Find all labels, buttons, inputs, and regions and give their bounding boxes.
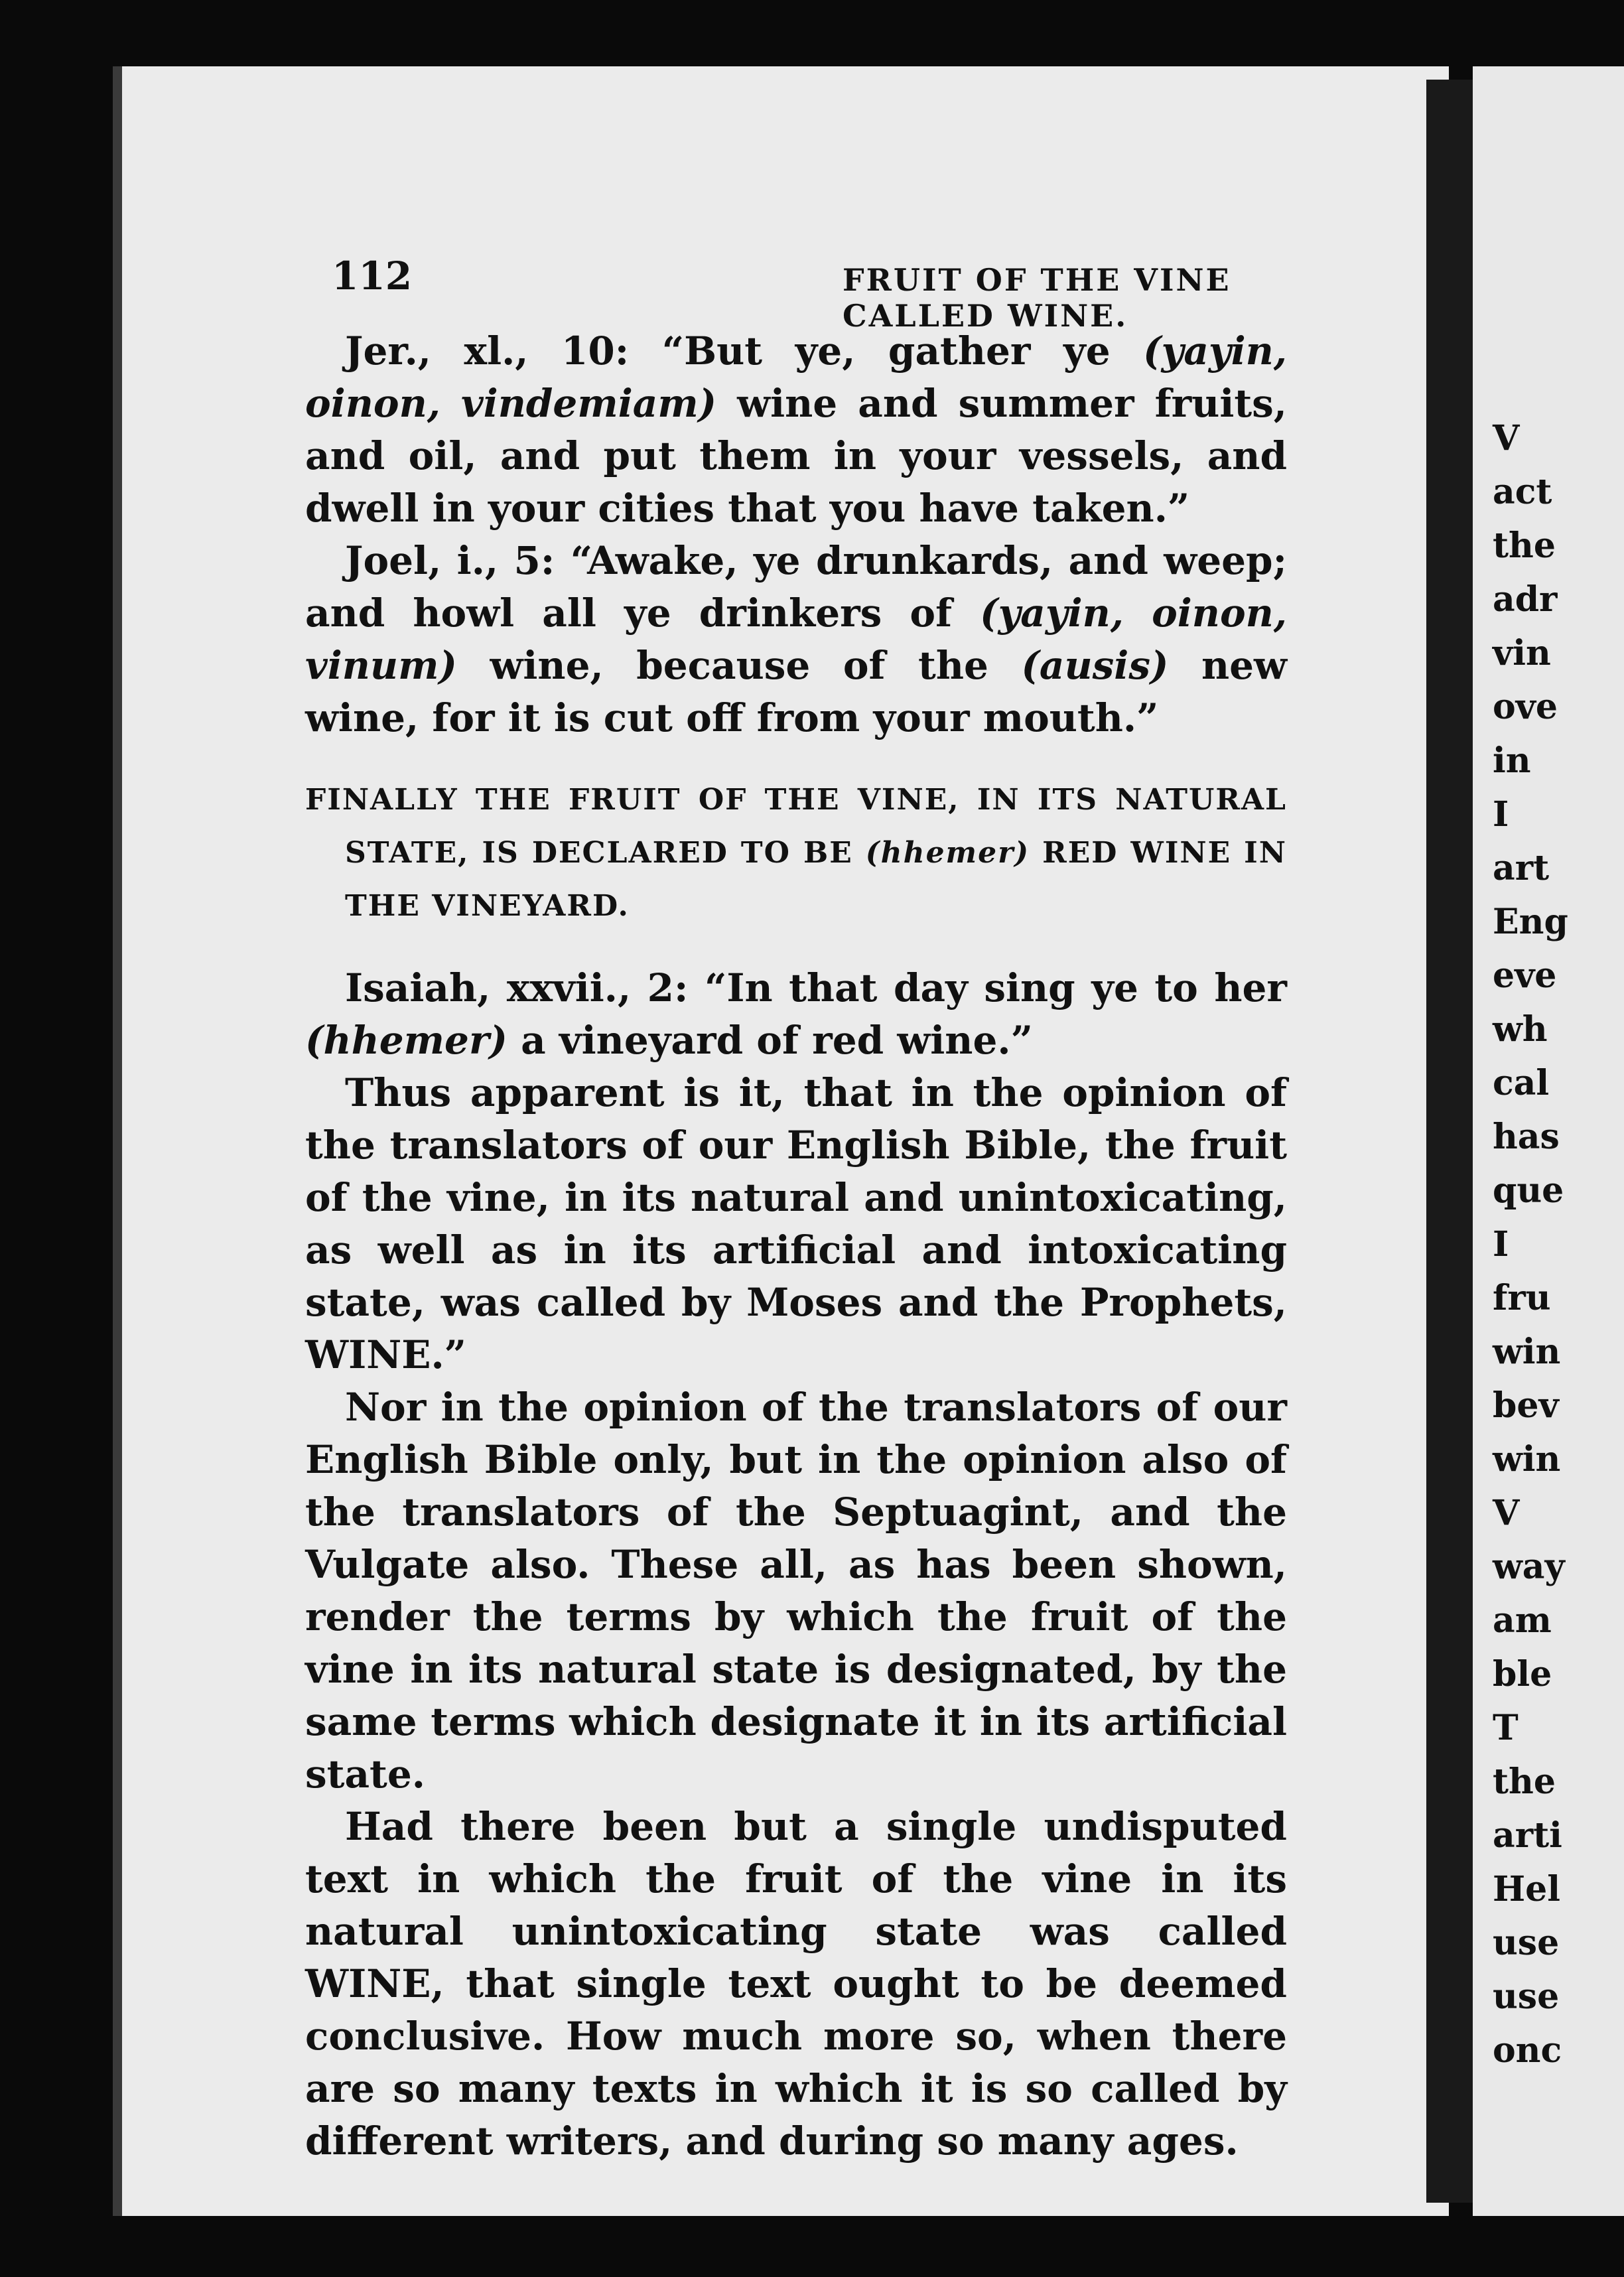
right-page-line: que: [1493, 1170, 1564, 1211]
page-number: 112: [332, 253, 413, 299]
right-page: [1473, 66, 1624, 2216]
right-page-line: cal: [1493, 1063, 1550, 1103]
right-page-line: has: [1493, 1117, 1560, 1157]
right-page-line: arti: [1493, 1815, 1562, 1856]
right-page-line: use: [1493, 1976, 1560, 2017]
right-page-line: wh: [1493, 1009, 1548, 1050]
book-gutter: [1426, 80, 1473, 2203]
right-page-line: the: [1493, 1761, 1556, 1802]
right-page-text: [1493, 411, 1568, 2077]
paragraph: Thus apparent is it, that in the opinion of the translators of our English Bible, the fruit of the vine, in its natural and unintoxicating, as well as in its artificial and intoxicating state, was called by Moses and the Prophets, WINE.”: [305, 1070, 1287, 1377]
right-page-line: act: [1493, 472, 1552, 512]
right-page-line: onc: [1493, 2030, 1562, 2071]
right-page-line: I: [1493, 1224, 1509, 1265]
right-page-line: way: [1493, 1547, 1565, 1587]
right-page-line: the: [1493, 525, 1556, 566]
right-page-line: am: [1493, 1600, 1552, 1641]
right-page-line: use: [1493, 1923, 1560, 1963]
right-page-line: art: [1493, 848, 1550, 888]
right-page-line: vin: [1493, 633, 1551, 673]
right-page-line: fru: [1493, 1278, 1551, 1318]
right-page-line: adr: [1493, 579, 1558, 620]
right-page-line: ble: [1493, 1654, 1552, 1694]
paragraph: Isaiah, xxvii., 2: “In that day sing ye to her (hhemer) a vineyard of red wine.”: [305, 965, 1287, 1063]
right-page-line: V: [1493, 418, 1520, 458]
right-page-line: win: [1493, 1332, 1561, 1372]
right-page-line: T: [1493, 1708, 1519, 1748]
right-page-line: win: [1493, 1439, 1561, 1480]
right-page-line: in: [1493, 740, 1531, 781]
paragraph: Nor in the opinion of the translators of our English Bible only, but in the opinion also of the translators of the Septuagint, and the Vulgate also. These all, as has been shown, render the terms by which the fruit of the vine in its natural state is designated, by the same terms which designate it in its artificial state.: [305, 1385, 1287, 1797]
right-page-line: Hel: [1493, 1869, 1560, 1909]
right-page-line: eve: [1493, 955, 1557, 996]
right-page-line: I: [1493, 794, 1509, 835]
section-heading: FINALLY THE FRUIT OF THE VINE, IN ITS NATURAL STATE, IS DECLARED TO BE (hhemer) RED WINE IN THE VINEYARD.: [305, 783, 1287, 923]
right-page-line: V: [1493, 1493, 1520, 1533]
right-page-line: Eng: [1493, 902, 1568, 942]
running-title: FRUIT OF THE VINE CALLED WINE.: [843, 262, 1231, 334]
page-body: [305, 325, 1287, 2168]
paragraph: Had there been but a single undisputed text in which the fruit of the vine in its natural unintoxicating state was called WINE, that single text ought to be deemed conclusive. How much more so, when there are so many texts in which it is so called by different writers, and during so many ages.: [305, 1804, 1287, 2164]
right-page-line: bev: [1493, 1385, 1559, 1426]
right-page-line: ove: [1493, 687, 1558, 727]
paragraph: Jer., xl., 10: “But ye, gather ye (yayin, oinon, vindemiam) wine and summer fruits, and oil, and put them in your vessels, and dwell in your cities that you have taken.”: [305, 328, 1287, 531]
paragraph: Joel, i., 5: “Awake, ye drunkards, and weep; and howl all ye drinkers of (yayin, oinon, vinum) wine, because of the (ausis) new wine, for it is cut off from your mouth.”: [305, 538, 1287, 740]
